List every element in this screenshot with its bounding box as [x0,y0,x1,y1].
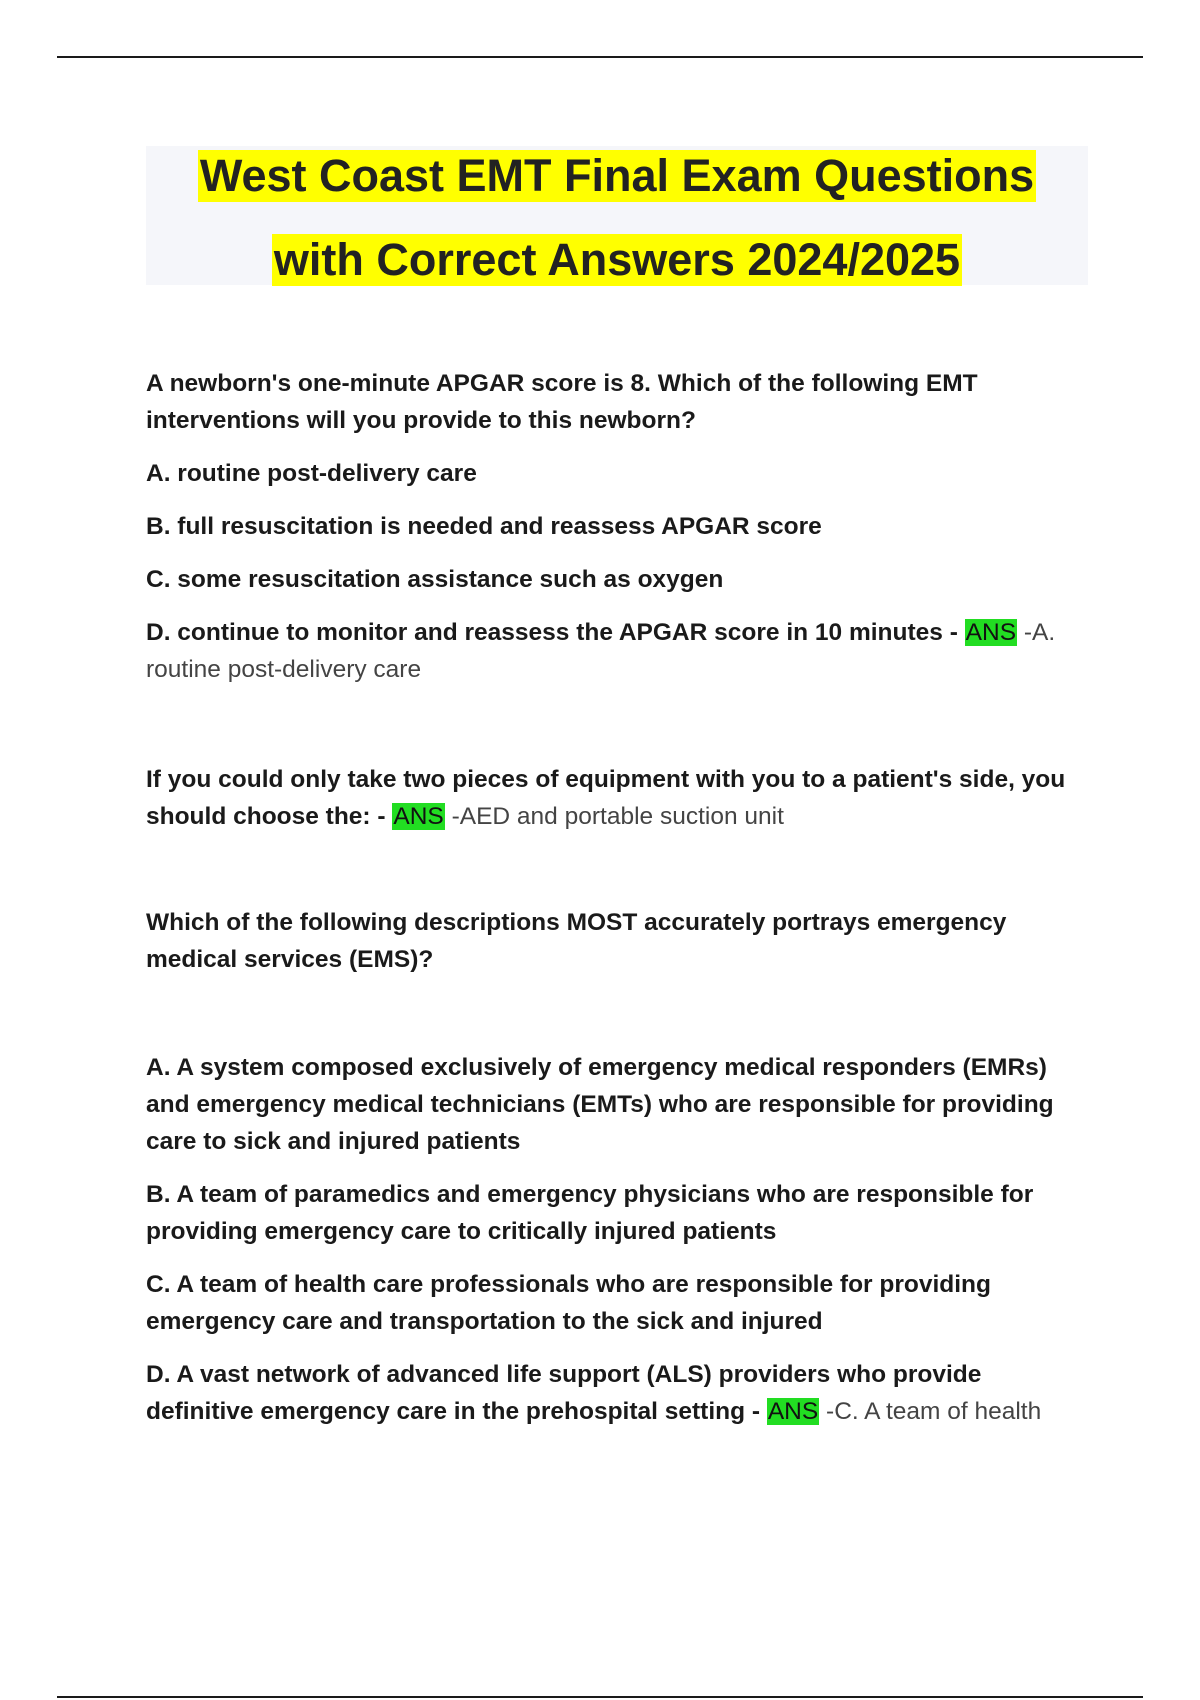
question-2 [146,761,1091,851]
question-3-option-d: D. A vast network of advanced life support (ALS) providers who provide definitive emergency care in the prehospital setting - [146,1361,982,1425]
title-block [146,146,1088,285]
question-1-answer: -A. routine post-delivery care [146,619,1056,683]
title-line-1: West Coast EMT Final Exam Questions [199,150,1035,201]
question-2-stem: If you could only take two pieces of equipment with you to a patient's side, you should choose the: - [146,766,1066,830]
question-3-answer: -C. A team of health [826,1398,1042,1425]
question-3-option-a: A. A system composed exclusively of emergency medical responders (EMRs) and emergency medical technicians (EMTs) who are responsible for providing care to sick and injured patients [146,1054,1054,1155]
question-1-option-d: D. continue to monitor and reassess the APGAR score in 10 minutes - [146,619,958,646]
question-1-option-b: B. full resuscitation is needed and reassess APGAR score [146,513,822,540]
question-2-stem-with-answer [146,761,1091,835]
question-2-answer: -AED and portable suction unit [451,803,784,830]
answer-marker: ANS [767,1398,819,1425]
top-rule [57,56,1143,58]
question-1-stem: A newborn's one-minute APGAR score is 8. Which of the following EMT interventions will you provide to this newborn? [146,370,978,434]
question-3-options [146,1049,1091,1446]
title-line-2: with Correct Answers 2024/2025 [273,234,961,285]
question-1 [146,365,1091,704]
answer-marker: ANS [393,803,444,830]
question-1-option-c: C. some resuscitation assistance such as oxygen [146,566,724,593]
question-3-option-d-with-answer [146,1356,1091,1430]
bottom-rule [57,1696,1143,1698]
question-1-option-a: A. routine post-delivery care [146,460,477,487]
question-3 [146,904,1091,994]
question-1-option-d-with-answer [146,614,1091,688]
question-3-stem: Which of the following descriptions MOST accurately portrays emergency medical services (EMS)? [146,909,1007,973]
question-3-option-c: C. A team of health care professionals who are responsible for providing emergency care and transportation to the sick and injured [146,1271,991,1335]
question-3-option-b: B. A team of paramedics and emergency physicians who are responsible for providing emergency care to critically injured patients [146,1181,1034,1245]
answer-marker: ANS [965,619,1017,646]
